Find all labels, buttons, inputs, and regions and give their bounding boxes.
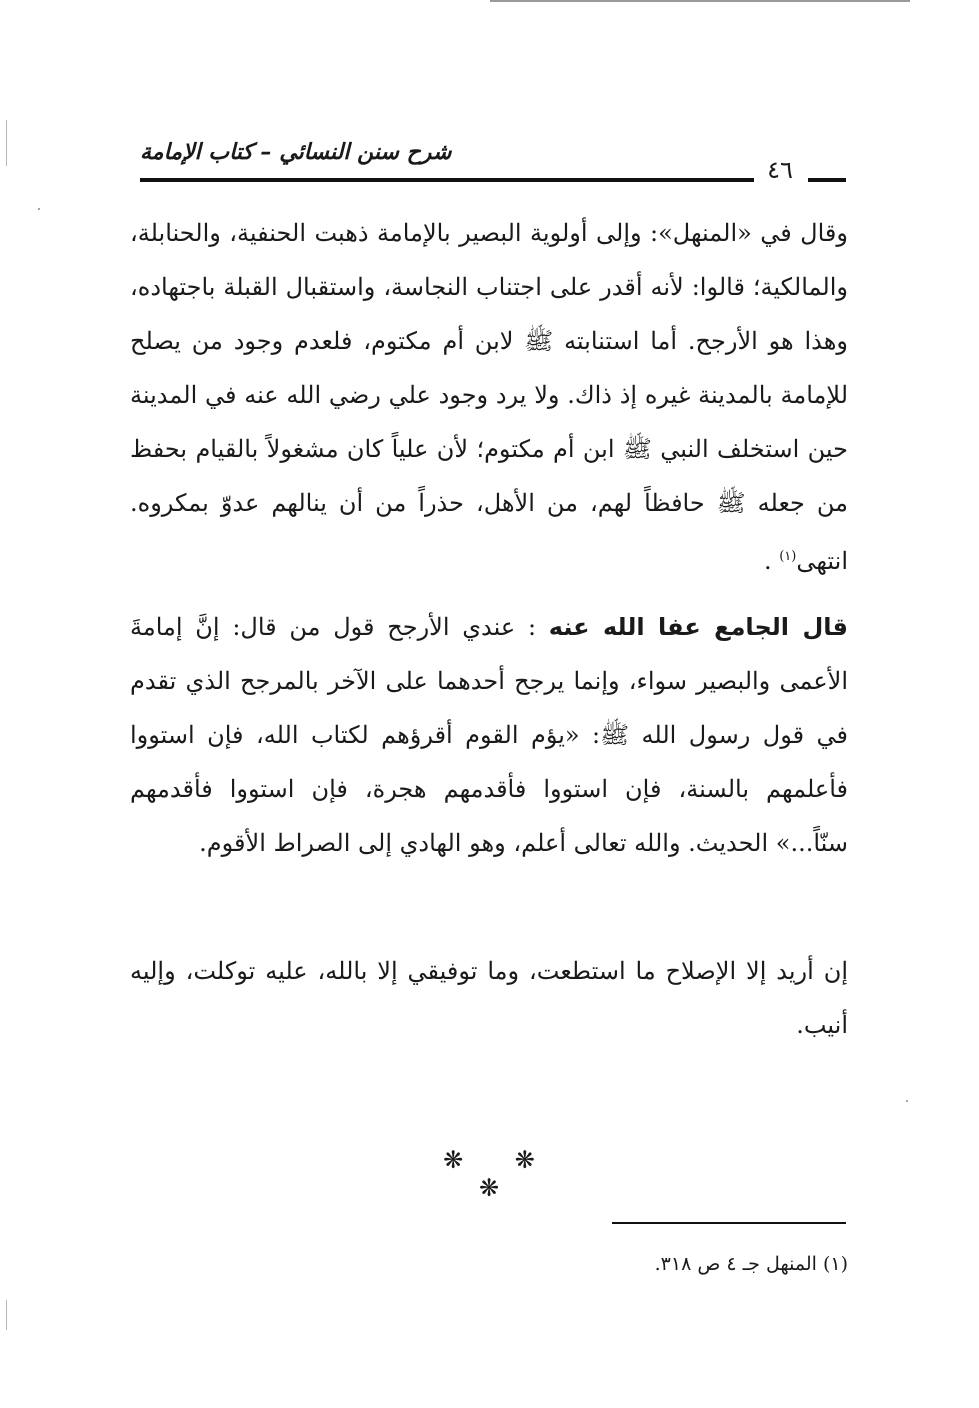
- scan-margin-mark: [6, 120, 7, 166]
- header-rule-short: [808, 178, 846, 182]
- section-separator: ❋ ❋ ❋: [443, 1146, 557, 1202]
- scan-speck: [38, 208, 40, 210]
- paragraph-1: [130, 206, 848, 588]
- paragraph-3-text: إن أريد إلا الإصلاح ما استطعت، وما توفيقي إلا بالله، عليه توكلت، وإليه أنيب.: [130, 957, 848, 1039]
- footnote-reference[interactable]: (١): [779, 549, 797, 564]
- footnote: [560, 1250, 848, 1278]
- page-number: ٤٦: [767, 156, 793, 184]
- scan-margin-mark: [6, 1300, 7, 1330]
- footnote-text: المنهل جـ ٤ ص ٣١٨.: [654, 1253, 817, 1275]
- running-header-title: شرح سنن النسائي – كتاب الإمامة: [140, 140, 452, 165]
- paragraph-2-text: : عندي الأرجح قول من قال: إنَّ إمامةَ الأعمى والبصير سواء، وإنما يرجح أحدهما على الآخر بالمرجح الذي تقدم في قول رسول الله ﷺ: «يؤم القوم أقرؤهم لكتاب الله، فإن استووا فأعلمهم بالسنة، فإن استووا فأقدمهم هجرة، فإن استووا فأقدمهم سنّاً...» الحديث. والله تعالى أعلم، وهو الهادي إلى الصراط الأقوم.: [130, 613, 848, 857]
- paragraph-1-ending: .: [763, 547, 780, 575]
- scan-speck: [906, 1100, 908, 1102]
- footnote-marker: (١): [822, 1253, 848, 1275]
- footnote-rule: [612, 1222, 846, 1224]
- scan-edge-line: [490, 0, 910, 2]
- paragraph-2-lead: قال الجامع عفا الله عنه: [548, 613, 848, 641]
- paragraph-3: [130, 944, 848, 1052]
- header-rule: [140, 178, 754, 182]
- paragraph-2: [130, 600, 848, 870]
- paragraph-1-text: وقال في «المنهل»: وإلى أولوية البصير بالإمامة ذهبت الحنفية، والحنابلة، والمالكية؛ قالوا: لأنه أقدر على اجتناب النجاسة، واستقبال القبلة باجتهاده، وهذا هو الأرجح. أما استنابته ﷺ لابن أم مكتوم، فلعدم وجود من يصلح للإمامة بالمدينة غيره إذ ذاك. ولا يرد وجود علي رضي الله عنه في المدينة حين استخلف النبي ﷺ ابن أم مكتوم؛ لأن علياً كان مشغولاً بالقيام بحفظ من جعله ﷺ حافظاً لهم، من الأهل، حذراً من أن ينالهم عدوّ بمكروه. انتهى: [130, 219, 848, 575]
